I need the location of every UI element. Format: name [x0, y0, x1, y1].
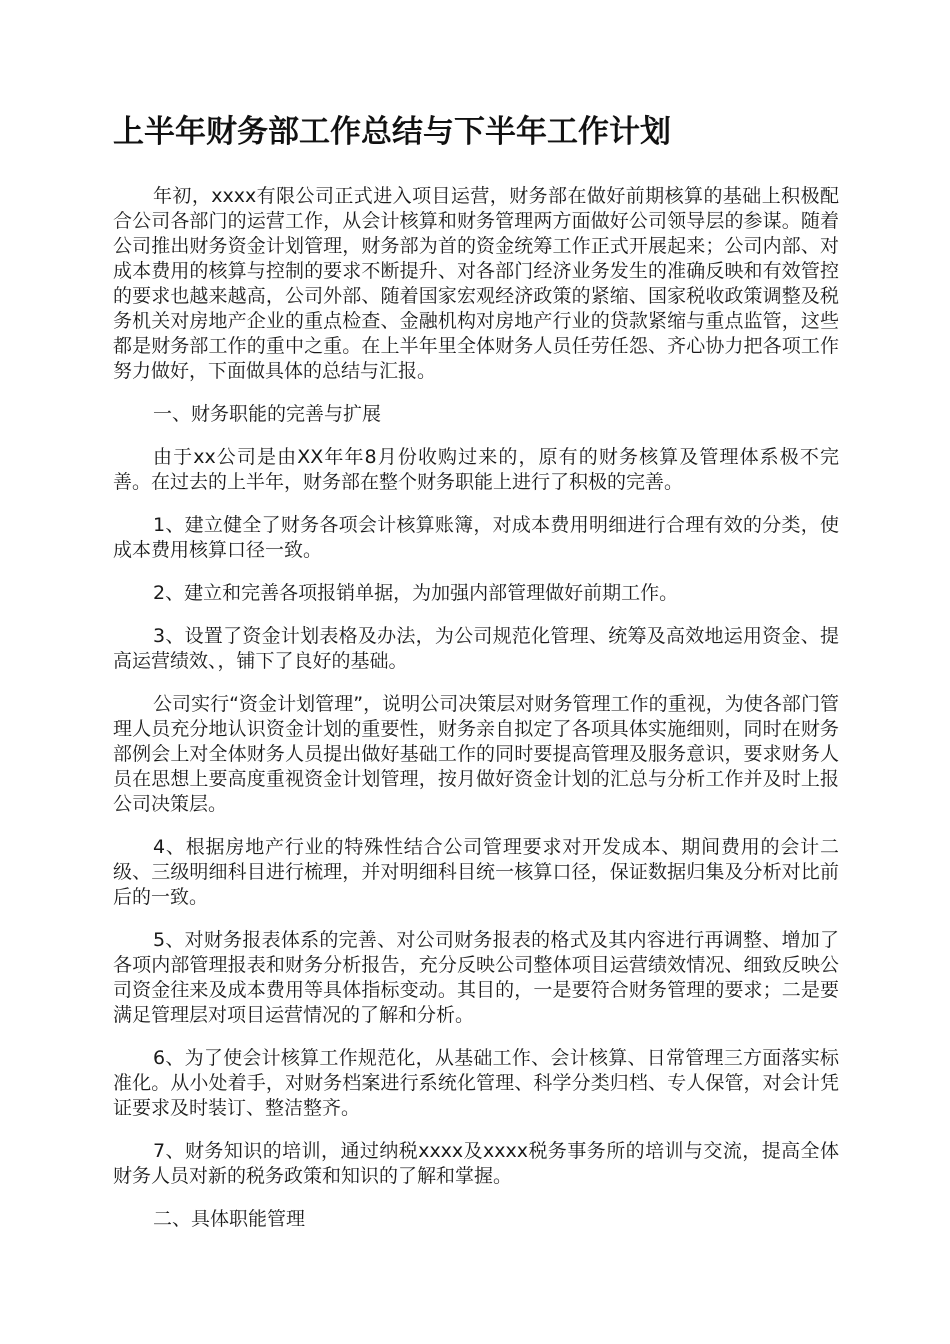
list-item-6: 6、为了使会计核算工作规范化，从基础工作、会计核算、日常管理三方面落实标准化。从小处着手，对财务档案进行系统化管理、科学分类归档、专人保管，对会计凭证要求及时装订、整洁整齐。 [113, 1047, 839, 1119]
list-item-7: 7、财务知识的培训，通过纳税xxxx及xxxx税务事务所的培训与交流，提高全体财务人员对新的税务政策和知识的了解和掌握。 [113, 1140, 839, 1187]
paragraph: 公司实行“资金计划管理”，说明公司决策层对财务管理工作的重视，为使各部门管理人员充分地认识资金计划的重要性，财务亲自拟定了各项具体实施细则，同时在财务部例会上对全体财务人员提出做好基础工作的同时要提高管理及服务意识，要求财务人员在思想上要高度重视资金计划管理，按月做好资金计划的汇总与分析工作并及时上报公司决策层。 [113, 693, 839, 815]
document-page [113, 110, 839, 1250]
document-title: 上半年财务部工作总结与下半年工作计划 [113, 114, 671, 150]
list-item-5: 5、对财务报表体系的完善、对公司财务报表的格式及其内容进行再调整、增加了各项内部管理报表和财务分析报告，充分反映公司整体项目运营绩效情况、细致反映公司资金往来及成本费用等具体指标变动。其目的，一是要符合财务管理的要求；二是要满足管理层对项目运营情况的了解和分析。 [113, 929, 839, 1026]
list-item-3: 3、设置了资金计划表格及办法，为公司规范化管理、统筹及高效地运用资金、提高运营绩效、，铺下了良好的基础。 [113, 625, 839, 672]
list-item-2: 2、建立和完善各项报销单据，为加强内部管理做好前期工作。 [153, 582, 679, 604]
section-heading-2: 二、具体职能管理 [153, 1208, 306, 1230]
list-item-4: 4、根据房地产行业的特殊性结合公司管理要求对开发成本、期间费用的会计二级、三级明细科目进行梳理，并对明细科目统一核算口径，保证数据归集及分析对比前后的一致。 [113, 836, 839, 908]
paragraph: 由于xx公司是由XX年年8月份收购过来的，原有的财务核算及管理体系极不完善。在过去的上半年，财务部在整个财务职能上进行了积极的完善。 [113, 446, 839, 493]
list-item-1: 1、建立健全了财务各项会计核算账簿，对成本费用明细进行合理有效的分类，使成本费用核算口径一致。 [113, 514, 839, 561]
section-heading-1: 一、财务职能的完善与扩展 [153, 403, 382, 425]
intro-paragraph: 年初，xxxx有限公司正式进入项目运营，财务部在做好前期核算的基础上积极配合公司各部门的运营工作，从会计核算和财务管理两方面做好公司领导层的参谋。随着公司推出财务资金计划管理，财务部为首的资金统筹工作正式开展起来；公司内部、对成本费用的核算与控制的要求不断提升、对各部门经济业务发生的准确反映和有效管控的要求也越来越高，公司外部、随着国家宏观经济政策的紧缩、国家税收政策调整及税务机关对房地产企业的重点检查、金融机构对房地产行业的贷款紧缩与重点监管，这些都是财务部工作的重中之重。在上半年里全体财务人员任劳任怨、齐心协力把各项工作努力做好，下面做具体的总结与汇报。 [113, 185, 839, 382]
